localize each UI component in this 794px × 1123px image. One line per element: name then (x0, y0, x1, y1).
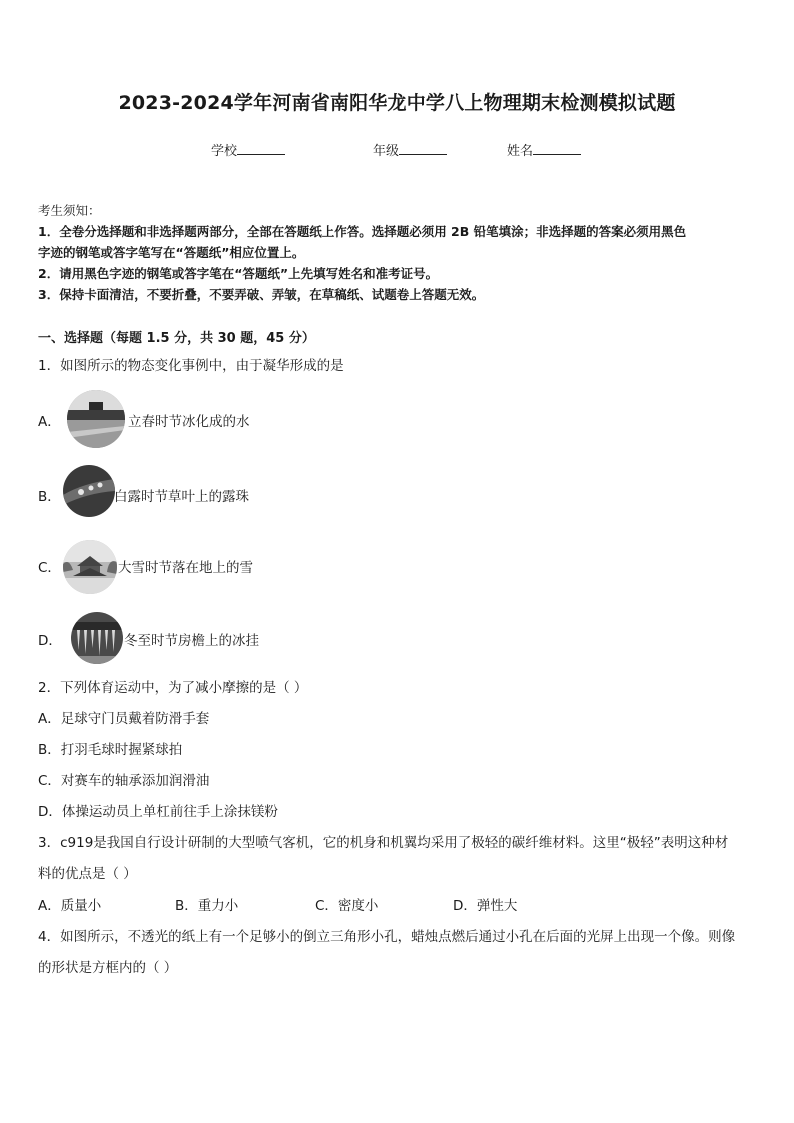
q3-option-b: B．重力小 (175, 898, 239, 914)
notice-line-1b: 字迹的钢笔或答字笔写在“答题纸”相应位置上。 (38, 245, 305, 260)
q4-stem-line2: 的形状是方框内的（ ） (38, 960, 178, 976)
school-blank (237, 142, 285, 155)
q2-option-d: D．体操运动员上单杠前往手上涂抹镁粉 (38, 804, 278, 820)
q4-stem-line1: 4．如图所示，不透光的纸上有一个足够小的倒立三角形小孔，蜡烛点燃后通过小孔在后面的光屏上出现一个像。则像 (38, 929, 736, 945)
q3-option-d: D．弹性大 (453, 898, 518, 914)
name-blank (533, 142, 581, 155)
option-text: 冬至时节房檐上的冰挂 (124, 633, 259, 649)
q3-stem-line2: 料的优点是（ ） (38, 866, 137, 882)
q1-option-d (38, 612, 338, 672)
school-label: 学校 (211, 144, 238, 159)
section-heading: 一、选择题（每题 1.5 分，共 30 题，45 分） (38, 331, 315, 346)
q2-option-a: A．足球守门员戴着防滑手套 (38, 711, 210, 727)
option-label: C． (38, 560, 61, 576)
notice-line-1a: 1．全卷分选择题和非选择题两部分，全部在答题纸上作答。选择题必须用 2B 铅笔填涂；非选择题的答案必须用黑色 (38, 224, 687, 239)
dew-on-grass-photo (63, 465, 115, 517)
option-label: D． (38, 633, 62, 649)
snowy-temple-photo (63, 540, 117, 594)
notice-line-2: 2．请用黑色字迹的钢笔或答字笔在“答题纸”上先填写姓名和准考证号。 (38, 266, 439, 281)
notice-line-3: 3．保持卡面清洁，不要折叠，不要弄破、弄皱，在草稿纸、试题卷上答题无效。 (38, 287, 485, 302)
ice-melting-photo (67, 390, 125, 448)
option-text: 立春时节冰化成的水 (128, 414, 250, 430)
q3-stem-line1: 3．c919是我国自行设计研制的大型喷气客机，它的机身和机翼均采用了极轻的碳纤维材料。这里“极轻”表明这种材 (38, 835, 729, 851)
school-field (211, 140, 285, 159)
icicles-photo (71, 612, 123, 664)
option-text: 白露时节草叶上的露珠 (114, 489, 249, 505)
q2-option-b: B．打羽毛球时握紧球拍 (38, 742, 183, 758)
q2-stem: 2．下列体育运动中，为了减小摩擦的是（ ） (38, 680, 308, 696)
q1-stem: 1．如图所示的物态变化事例中，由于凝华形成的是 (38, 358, 344, 374)
option-text: 大雪时节落在地上的雪 (118, 560, 253, 576)
grade-label: 年级 (373, 144, 400, 159)
name-label: 姓名 (507, 144, 534, 159)
q2-option-c: C．对赛车的轴承添加润滑油 (38, 773, 210, 789)
notice-block (38, 200, 686, 305)
option-label: B． (38, 489, 61, 505)
q3-option-a: A．质量小 (38, 898, 102, 914)
q1-option-c (38, 540, 338, 600)
grade-blank (399, 142, 447, 155)
name-field (507, 140, 581, 159)
option-label: A． (38, 414, 61, 430)
q1-option-a (38, 390, 338, 450)
q1-option-b (38, 465, 338, 525)
grade-field (373, 140, 447, 159)
q3-option-c: C．密度小 (315, 898, 379, 914)
notice-heading: 考生须知： (38, 203, 101, 218)
page-title: 2023-2024学年河南省南阳华龙中学八上物理期末检测模拟试题 (118, 92, 676, 114)
